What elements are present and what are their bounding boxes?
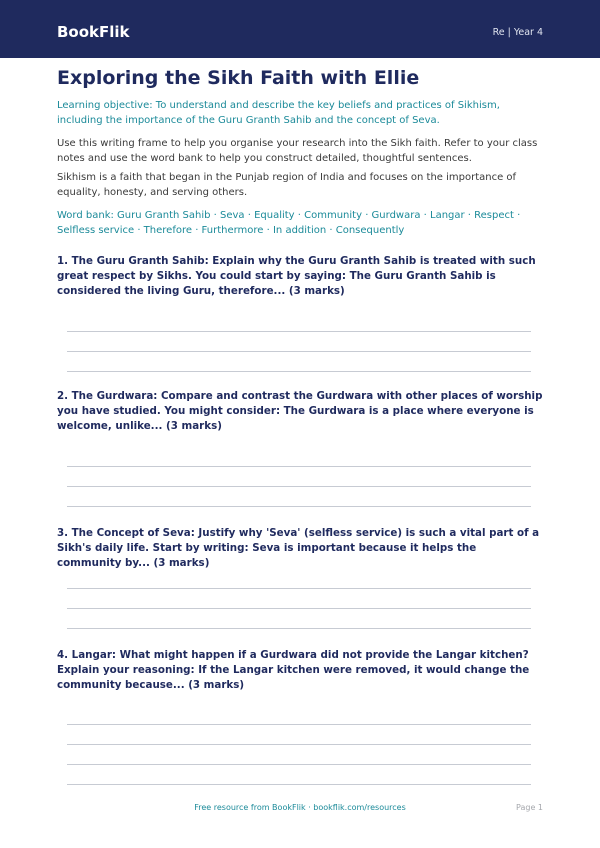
subject-year-label: Re | Year 4 (492, 27, 543, 38)
answer-line[interactable] (67, 331, 531, 332)
answer-line[interactable] (67, 784, 531, 785)
footer-credit[interactable]: Free resource from BookFlik · bookflik.com/resources (194, 803, 406, 812)
answer-line[interactable] (67, 764, 531, 765)
intro-text: Use this writing frame to help you organise your research into the Sikh faith. Refer to your class notes and use the word bank to help you construct detailed, thoughtful sentences. (57, 138, 538, 164)
answer-line[interactable] (67, 486, 531, 487)
answer-line[interactable] (67, 628, 531, 629)
answer-line[interactable] (67, 466, 531, 467)
question-3: 3. The Concept of Seva: Justify why 'Seva' (selfless service) is such a vital part of a Sikh's daily life. Start by writing: Seva is important because it helps the community by... (3 marks) (57, 527, 540, 569)
answer-line[interactable] (67, 351, 531, 352)
page-title: Exploring the Sikh Faith with Ellie (57, 67, 420, 89)
learning-objective: Learning objective: To understand and describe the key beliefs and practices of Sikhism, including the importance of the Guru Granth Sahib and the concept of Seva. (57, 100, 500, 126)
answer-line[interactable] (67, 744, 531, 745)
question-2: 2. The Gurdwara: Compare and contrast the Gurdwara with other places of worship you have studied. You might consider: The Gurdwara is a place where everyone is welcome, unlike... (3 marks) (57, 390, 543, 432)
header-bar (0, 0, 600, 58)
brand-logo[interactable]: BookFlik (57, 23, 130, 41)
answer-line[interactable] (67, 371, 531, 372)
answer-line[interactable] (67, 608, 531, 609)
page-number: Page 1 (516, 803, 543, 812)
context-text: Sikhism is a faith that began in the Punjab region of India and focuses on the importance of equality, honesty, and serving others. (57, 172, 517, 198)
word-bank: Word bank: Guru Granth Sahib · Seva · Equality · Community · Gurdwara · Langar · Respect · Selfless service · Therefore · Furthermore · In addition · Consequently (57, 210, 521, 236)
answer-line[interactable] (67, 588, 531, 589)
answer-line[interactable] (67, 724, 531, 725)
question-4: 4. Langar: What might happen if a Gurdwara did not provide the Langar kitchen? Explain your reasoning: If the Langar kitchen were removed, it would change the community because... (3 marks) (57, 649, 530, 691)
question-1: 1. The Guru Granth Sahib: Explain why the Guru Granth Sahib is treated with such great respect by Sikhs. You could start by saying: The Guru Granth Sahib is considered the living Guru, therefore... (3 marks) (57, 255, 536, 297)
answer-line[interactable] (67, 506, 531, 507)
